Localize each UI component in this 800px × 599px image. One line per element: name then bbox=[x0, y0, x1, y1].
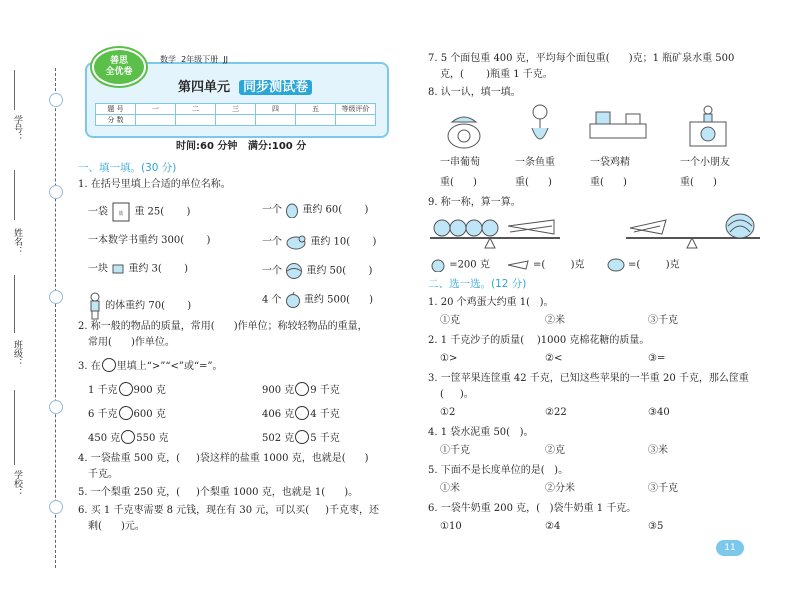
apple-icon bbox=[285, 292, 301, 308]
score-table-header-cell: 等级评价 bbox=[336, 104, 376, 115]
carrot-group-icon bbox=[508, 220, 554, 234]
hanging-scale-icon bbox=[532, 105, 548, 139]
choice-3-opt-c: ③40 bbox=[648, 407, 670, 418]
q8-item-2: 一条鱼重 bbox=[515, 157, 555, 168]
question-5: 5. 一个梨重 250 克，( )个梨重 1000 克，也就是 1( )。 bbox=[78, 487, 359, 498]
school-line bbox=[14, 390, 15, 465]
watermelon-icon bbox=[607, 258, 625, 272]
question-6-line1: 6. 买 1 千克枣需要 8 元钱，现在有 30 元，可以买( )千克枣，还 bbox=[78, 505, 379, 516]
platform-scale-icon bbox=[448, 117, 480, 148]
apple-icon bbox=[430, 258, 446, 272]
student-id-label: 学号： bbox=[12, 115, 22, 142]
question-3: 3. 在 里填上“>”“<”或“=”。 bbox=[78, 358, 223, 374]
subject-info: 数学 2年级下册 JJ bbox=[160, 55, 228, 64]
score-table-cell[interactable] bbox=[176, 115, 216, 126]
page-subtitle: 同步测试卷 bbox=[239, 80, 312, 95]
egg-icon bbox=[285, 202, 299, 218]
q3-item-4: 406 克 4 千克 bbox=[262, 406, 340, 422]
choice-2-opt-a: ①> bbox=[440, 353, 458, 364]
choice-5-opt-a: ①米 bbox=[440, 483, 460, 494]
choice-6-opt-c: ③5 bbox=[648, 521, 664, 532]
choice-2-opt-c: ③= bbox=[648, 353, 666, 364]
binding-hole bbox=[49, 290, 63, 304]
dial-scale-icon bbox=[690, 106, 726, 146]
choice-6-opt-b: ②4 bbox=[545, 521, 561, 532]
q9-balance-illustration bbox=[430, 212, 760, 250]
q8-weight-4: 重( ) bbox=[680, 177, 717, 188]
choice-6-opt-a: ①10 bbox=[440, 521, 462, 532]
student-id-line bbox=[14, 70, 15, 110]
choice-5: 5. 下面不是长度单位的是( )。 bbox=[428, 465, 569, 476]
binding-hole bbox=[49, 185, 63, 199]
choice-1: 1. 20 个鸡蛋大约重 1( )。 bbox=[428, 297, 554, 308]
choice-4-opt-b: ②克 bbox=[545, 445, 565, 456]
q3-item-3: 6 千克 600 克 bbox=[88, 406, 166, 422]
eraser-icon bbox=[111, 262, 125, 276]
question-7-line2: 克，( )瓶重 1 千克。 bbox=[440, 69, 553, 80]
choice-4: 4. 1 袋水泥重 50( )。 bbox=[428, 427, 534, 438]
q8-weight-2: 重( ) bbox=[515, 177, 552, 188]
score-table-header-cell: 三 bbox=[216, 104, 256, 115]
section-2-title: 二、选一选。(12 分) bbox=[428, 278, 527, 290]
brand-badge: 善思 全优卷 bbox=[92, 48, 146, 86]
score-table bbox=[95, 103, 376, 126]
choice-3-line1: 3. 一筐苹果连筐重 42 千克，已知这些苹果的一半重 20 千克，那么筐重 bbox=[428, 373, 749, 384]
choice-2-opt-b: ②< bbox=[545, 353, 563, 364]
q1-item-8: 4 个 重约 500( ) bbox=[262, 292, 373, 308]
q8-weight-1: 重( ) bbox=[440, 177, 477, 188]
q1-item-7: 的体重约 70( ) bbox=[88, 292, 191, 320]
choice-1-opt-a: ①克 bbox=[440, 315, 460, 326]
score-table-cell[interactable] bbox=[136, 115, 176, 126]
page-title: 第四单元 同步测试卷 bbox=[178, 76, 312, 95]
q1-item-6: 一个 重约 50( ) bbox=[262, 262, 372, 280]
q3-item-2: 900 克 9 千克 bbox=[262, 382, 340, 398]
q1-item-4: 一个 重约 10( ) bbox=[262, 234, 376, 250]
choice-2: 2. 1 千克沙子的质量( )1000 克棉花糖的质量。 bbox=[428, 335, 650, 346]
binding-hole bbox=[49, 400, 63, 414]
choice-6: 6. 一袋牛奶重 200 克，( )袋牛奶重 1 千克。 bbox=[428, 503, 637, 514]
score-table-cell[interactable] bbox=[216, 115, 256, 126]
section-1-title: 一、填一填。(30 分) bbox=[78, 162, 177, 174]
question-2-line2: 常用( )作单位。 bbox=[88, 337, 175, 348]
choice-3-line2: ( )。 bbox=[440, 389, 474, 400]
balance-scale-icon bbox=[590, 112, 646, 138]
choice-3-opt-a: ①2 bbox=[440, 407, 456, 418]
question-7-line1: 7. 5 个面包重 400 克，平均每个面包重( )克；1 瓶矿泉水重 500 bbox=[428, 53, 735, 64]
choice-5-opt-c: ③千克 bbox=[648, 483, 678, 494]
carrot-icon bbox=[506, 259, 530, 271]
score-table-header-cell: 二 bbox=[176, 104, 216, 115]
q8-weight-3: 重( ) bbox=[590, 177, 627, 188]
score-table-header-cell: 五 bbox=[296, 104, 336, 115]
score-table-cell: 分 数 bbox=[96, 115, 136, 126]
class-line bbox=[14, 275, 15, 333]
question-4-line2: 千克。 bbox=[88, 469, 118, 480]
choice-1-opt-c: ③千克 bbox=[648, 315, 678, 326]
q3-item-5: 450 克 550 克 bbox=[88, 430, 169, 446]
choice-4-opt-c: ③米 bbox=[648, 445, 668, 456]
question-6-line2: 剩( )元。 bbox=[88, 521, 145, 532]
question-2-line1: 2. 称一般的物品的质量，常用( )作单位；称较轻物品的重量， bbox=[78, 321, 368, 332]
question-1: 1. 在括号里填上合适的单位名称。 bbox=[78, 179, 231, 190]
salt-bag-icon bbox=[111, 202, 131, 222]
question-8: 8. 认一认，填一填。 bbox=[428, 87, 521, 98]
score-table-cell[interactable] bbox=[336, 115, 376, 126]
name-label: 姓名： bbox=[12, 228, 22, 255]
page-number: 11 bbox=[716, 540, 744, 556]
school-label: 学校： bbox=[12, 470, 22, 497]
score-table-header-cell: 四 bbox=[256, 104, 296, 115]
binding-hole bbox=[49, 500, 63, 514]
svg-text:盐: 盐 bbox=[118, 211, 124, 217]
q1-item-5: 一块 重约 3( ) bbox=[88, 263, 188, 275]
binding-line bbox=[55, 68, 56, 568]
binding-hole bbox=[49, 93, 63, 107]
choice-4-opt-a: ①千克 bbox=[440, 445, 470, 456]
score-table-cell[interactable] bbox=[256, 115, 296, 126]
class-label: 班级： bbox=[12, 340, 22, 367]
score-table-header-cell: 题 号 bbox=[96, 104, 136, 115]
q1-item-1: 一袋 盐 重 25( ) bbox=[88, 202, 190, 222]
score-table-header-cell: 一 bbox=[136, 104, 176, 115]
q8-item-1: 一串葡萄 bbox=[440, 157, 480, 168]
q1-item-3: 一本数学书重约 300( ) bbox=[88, 235, 211, 246]
question-4-line1: 4. 一袋盐重 500 克，( )袋这样的盐重 1000 克，也就是( ) bbox=[78, 453, 369, 464]
child-icon bbox=[88, 292, 102, 320]
time-score-line: 时间:60 分钟 满分:100 分 bbox=[176, 141, 307, 152]
q8-item-4: 一个小朋友 bbox=[680, 157, 730, 168]
carrot-group-icon-2 bbox=[630, 220, 666, 234]
q3-item-6: 502 克 5 千克 bbox=[262, 430, 340, 446]
q3-item-1: 1 千克 900 克 bbox=[88, 382, 166, 398]
question-9: 9. 称一称，算一算。 bbox=[428, 197, 521, 208]
q1-item-2: 一个 重约 60( ) bbox=[262, 202, 368, 218]
apple-group-icon bbox=[434, 220, 498, 236]
choice-3-opt-b: ②22 bbox=[545, 407, 567, 418]
chick-icon bbox=[285, 234, 307, 250]
name-line bbox=[14, 170, 15, 220]
q9-equations: =200 克 =( )克 =( )克 bbox=[430, 258, 680, 273]
ball-icon bbox=[285, 262, 303, 280]
choice-1-opt-b: ②米 bbox=[545, 315, 565, 326]
q8-item-3: 一袋鸡精 bbox=[590, 157, 630, 168]
q8-scales-illustration bbox=[440, 104, 760, 152]
score-table-cell[interactable] bbox=[296, 115, 336, 126]
choice-5-opt-b: ②分米 bbox=[545, 483, 575, 494]
watermelon-icon bbox=[726, 214, 754, 238]
